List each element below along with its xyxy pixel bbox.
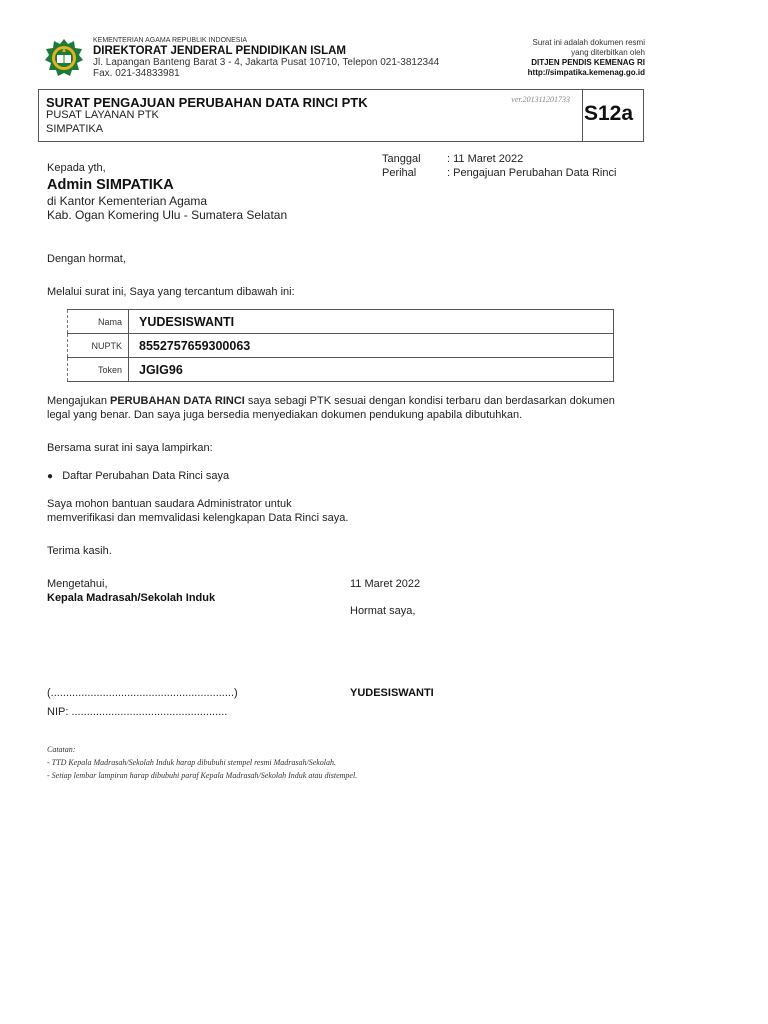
recipient-office: di Kantor Kementerian Agama xyxy=(47,194,208,208)
head-name-blank: (............................................................) xyxy=(47,687,238,699)
signer-name: YUDESISWANTI xyxy=(350,687,434,699)
issuer: DITJEN PENDIS KEMENAG RI xyxy=(531,58,645,67)
fax-line: Fax. 021-34833981 xyxy=(93,68,180,79)
recipient-salutation: Kepada yth, xyxy=(47,162,106,174)
identity-value-name: YUDESISWANTI xyxy=(129,310,614,334)
document-title: SURAT PENGAJUAN PERUBAHAN DATA RINCI PTK xyxy=(46,95,368,110)
date-label: Tanggal xyxy=(382,153,421,165)
request-bold: PERUBAHAN DATA RINCI xyxy=(110,395,245,407)
ministry-name: KEMENTERIAN AGAMA REPUBLIK INDONESIA xyxy=(93,37,248,44)
plea-line2: memverifikasi dan memvalidasi kelengkapan Data Rinci saya. xyxy=(47,512,349,524)
directorate-name: DIREKTORAT JENDERAL PENDIDIKAN ISLAM xyxy=(93,45,347,57)
table-row xyxy=(68,310,614,334)
attachment-list-item xyxy=(47,470,229,482)
website-link[interactable]: http://simpatika.kemenag.go.id xyxy=(527,68,645,77)
document-subtitle-app: SIMPATIKA xyxy=(46,123,104,135)
request-line1 xyxy=(47,395,615,407)
note-line2: - Setiap lembar lampiran harap dibubuhi paraf Kepala Madrasah/Sekolah Induk atau distempel. xyxy=(47,771,358,780)
greeting: Dengan hormat, xyxy=(47,253,126,265)
official-note-line1: Surat ini adalah dokumen resmi xyxy=(532,38,645,47)
document-subtitle-service: PUSAT LAYANAN PTK xyxy=(46,109,159,121)
note-line1: - TTD Kepala Madrasah/Sekolah Induk harap dibubuhi stempel resmi Madrasah/Sekolah. xyxy=(47,758,337,767)
request-prefix: Mengajukan xyxy=(47,395,107,407)
kemenag-logo xyxy=(44,38,84,78)
document-code: S12a xyxy=(584,102,634,125)
identity-label-nuptk: NUPTK xyxy=(68,334,129,358)
request-line2: legal yang benar. Dan saya juga bersedia menyediakan dokumen pendukung apabila dibutuhkan. xyxy=(47,409,523,421)
nip-blank: NIP: ................................................... xyxy=(47,706,228,718)
acknowledge-label: Mengetahui, xyxy=(47,578,108,590)
identity-value-nuptk: 8552757659300063 xyxy=(129,334,614,358)
recipient-name: Admin SIMPATIKA xyxy=(47,177,174,193)
address-line: Jl. Lapangan Banteng Barat 3 - 4, Jakarta Pusat 10710, Telepon 021-3812344 xyxy=(93,57,440,68)
identity-table xyxy=(67,309,614,382)
attachment-intro: Bersama surat ini saya lampirkan: xyxy=(47,442,213,454)
identity-value-token: JGIG96 xyxy=(129,358,614,382)
attachment-text: Daftar Perubahan Data Rinci saya xyxy=(62,470,230,482)
identity-label-name: Nama xyxy=(68,310,129,334)
identity-label-token: Token xyxy=(68,358,129,382)
date-value: : 11 Maret 2022 xyxy=(447,153,524,165)
bullet-icon: ● xyxy=(47,471,54,482)
thanks-text: Terima kasih. xyxy=(47,545,112,557)
version-label: ver.201311201733 xyxy=(511,95,570,104)
head-title: Kepala Madrasah/Sekolah Induk xyxy=(47,592,216,604)
subject-label: Perihal xyxy=(382,167,417,179)
notes-heading: Catatan: xyxy=(47,745,76,754)
signature-date: 11 Maret 2022 xyxy=(350,578,421,590)
official-note-line2: yang diterbitkan oleh xyxy=(571,48,645,57)
subject-value: : Pengajuan Perubahan Data Rinci xyxy=(447,167,617,179)
intro-text: Melalui surat ini, Saya yang tercantum dibawah ini: xyxy=(47,286,295,298)
recipient-region: Kab. Ogan Komering Ulu - Sumatera Selatan xyxy=(47,208,288,222)
request-rest: saya sebagi PTK sesuai dengan kondisi terbaru dan berdasarkan dokumen xyxy=(247,395,615,407)
plea-line1: Saya mohon bantuan saudara Administrator untuk xyxy=(47,498,292,510)
regards-text: Hormat saya, xyxy=(350,605,416,617)
table-row xyxy=(68,334,614,358)
table-row xyxy=(68,358,614,382)
